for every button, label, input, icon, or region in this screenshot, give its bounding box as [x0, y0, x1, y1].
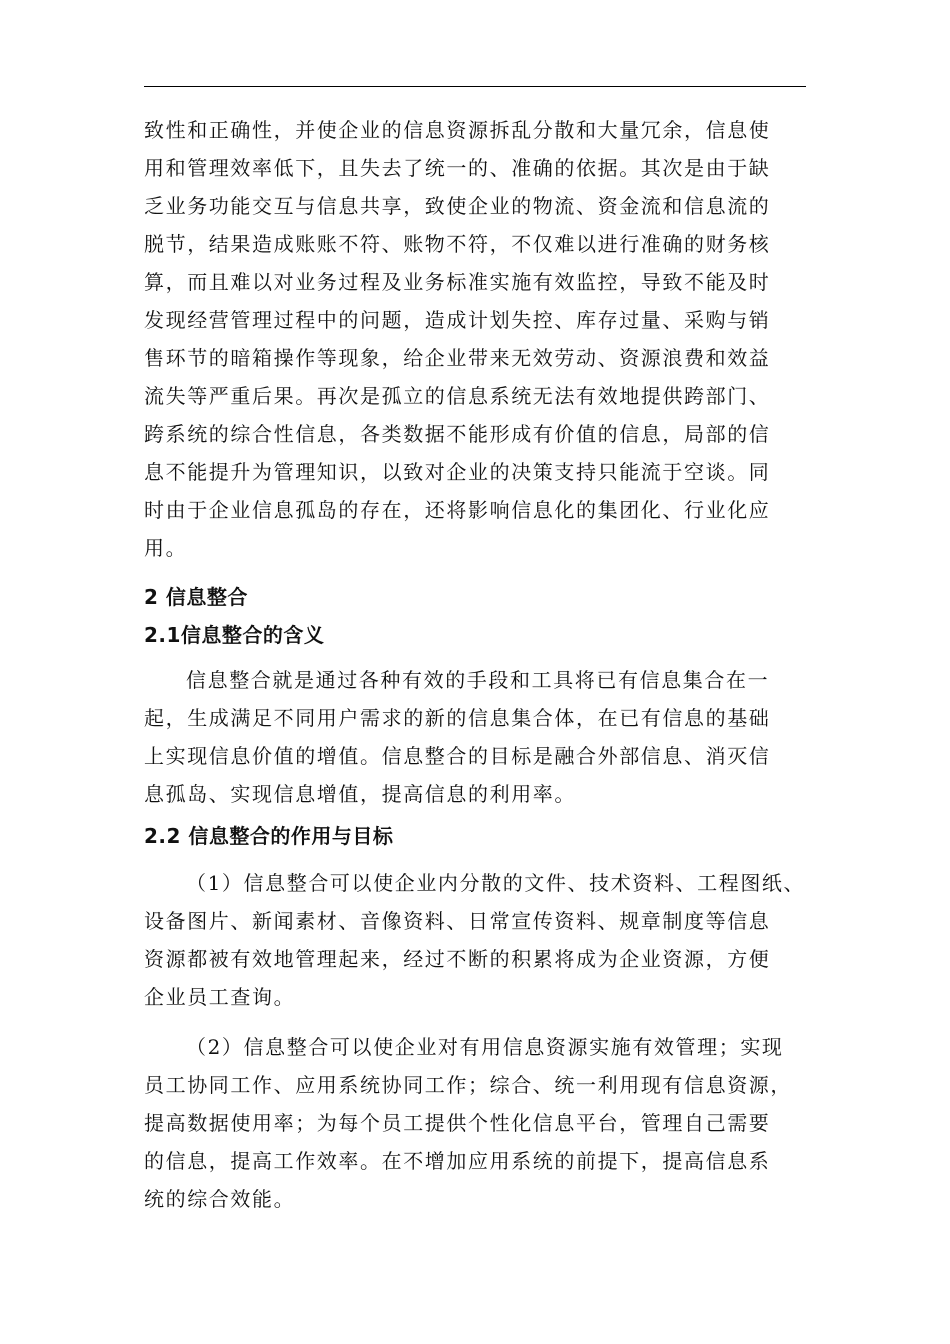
section-heading-2: 2 信息整合	[144, 585, 248, 609]
text-line: 致性和正确性，并使企业的信息资源拆乱分散和大量冗余，信息使	[144, 118, 771, 142]
text-line: 跨系统的综合性信息，各类数据不能形成有价值的信息，局部的信	[144, 422, 771, 446]
text-line: 资源都被有效地管理起来，经过不断的积累将成为企业资源，方便	[144, 947, 771, 971]
text-line: 统的综合效能。	[144, 1187, 296, 1211]
text-line: 起，生成满足不同用户需求的新的信息集合体，在已有信息的基础	[144, 706, 771, 730]
text-line: 乏业务功能交互与信息共享，致使企业的物流、资金流和信息流的	[144, 194, 771, 218]
text-line: （1）信息整合可以使企业内分散的文件、技术资料、工程图纸、	[186, 871, 806, 895]
text-line: 时由于企业信息孤岛的存在，还将影响信息化的集团化、行业化应	[144, 498, 771, 522]
text-line: 信息整合就是通过各种有效的手段和工具将已有信息集合在一	[186, 668, 770, 692]
text-line: 算，而且难以对业务过程及业务标准实施有效监控，导致不能及时	[144, 270, 771, 294]
text-line: 用和管理效率低下，且失去了统一的、准确的依据。其次是由于缺	[144, 156, 771, 180]
text-line: 息孤岛、实现信息增值，提高信息的利用率。	[144, 782, 576, 806]
text-line: 售环节的暗箱操作等现象，给企业带来无效劳动、资源浪费和效益	[144, 346, 771, 370]
text-line: （2）信息整合可以使企业对有用信息资源实施有效管理；实现	[186, 1035, 784, 1059]
text-line: 脱节，结果造成账账不符、账物不符，不仅难以进行准确的财务核	[144, 232, 771, 256]
text-line: 用。	[144, 536, 188, 560]
text-line: 企业员工查询。	[144, 985, 296, 1009]
text-line: 的信息，提高工作效率。在不增加应用系统的前提下，提高信息系	[144, 1149, 771, 1173]
text-line: 流失等严重后果。再次是孤立的信息系统无法有效地提供跨部门、	[144, 384, 771, 408]
text-line: 设备图片、新闻素材、音像资料、日常宣传资料、规章制度等信息	[144, 909, 771, 933]
text-line: 发现经营管理过程中的问题，造成计划失控、库存过量、采购与销	[144, 308, 771, 332]
text-line: 提高数据使用率；为每个员工提供个性化信息平台，管理自己需要	[144, 1111, 771, 1135]
text-line: 员工协同工作、应用系统协同工作；综合、统一利用现有信息资源，	[144, 1073, 792, 1097]
section-heading-2-2: 2.2 信息整合的作用与目标	[144, 824, 394, 848]
text-line: 上实现信息价值的增值。信息整合的目标是融合外部信息、消灭信	[144, 744, 771, 768]
text-line: 息不能提升为管理知识，以致对企业的决策支持只能流于空谈。同	[144, 460, 771, 484]
section-heading-2-1: 2.1信息整合的含义	[144, 623, 325, 647]
header-rule	[144, 86, 806, 87]
